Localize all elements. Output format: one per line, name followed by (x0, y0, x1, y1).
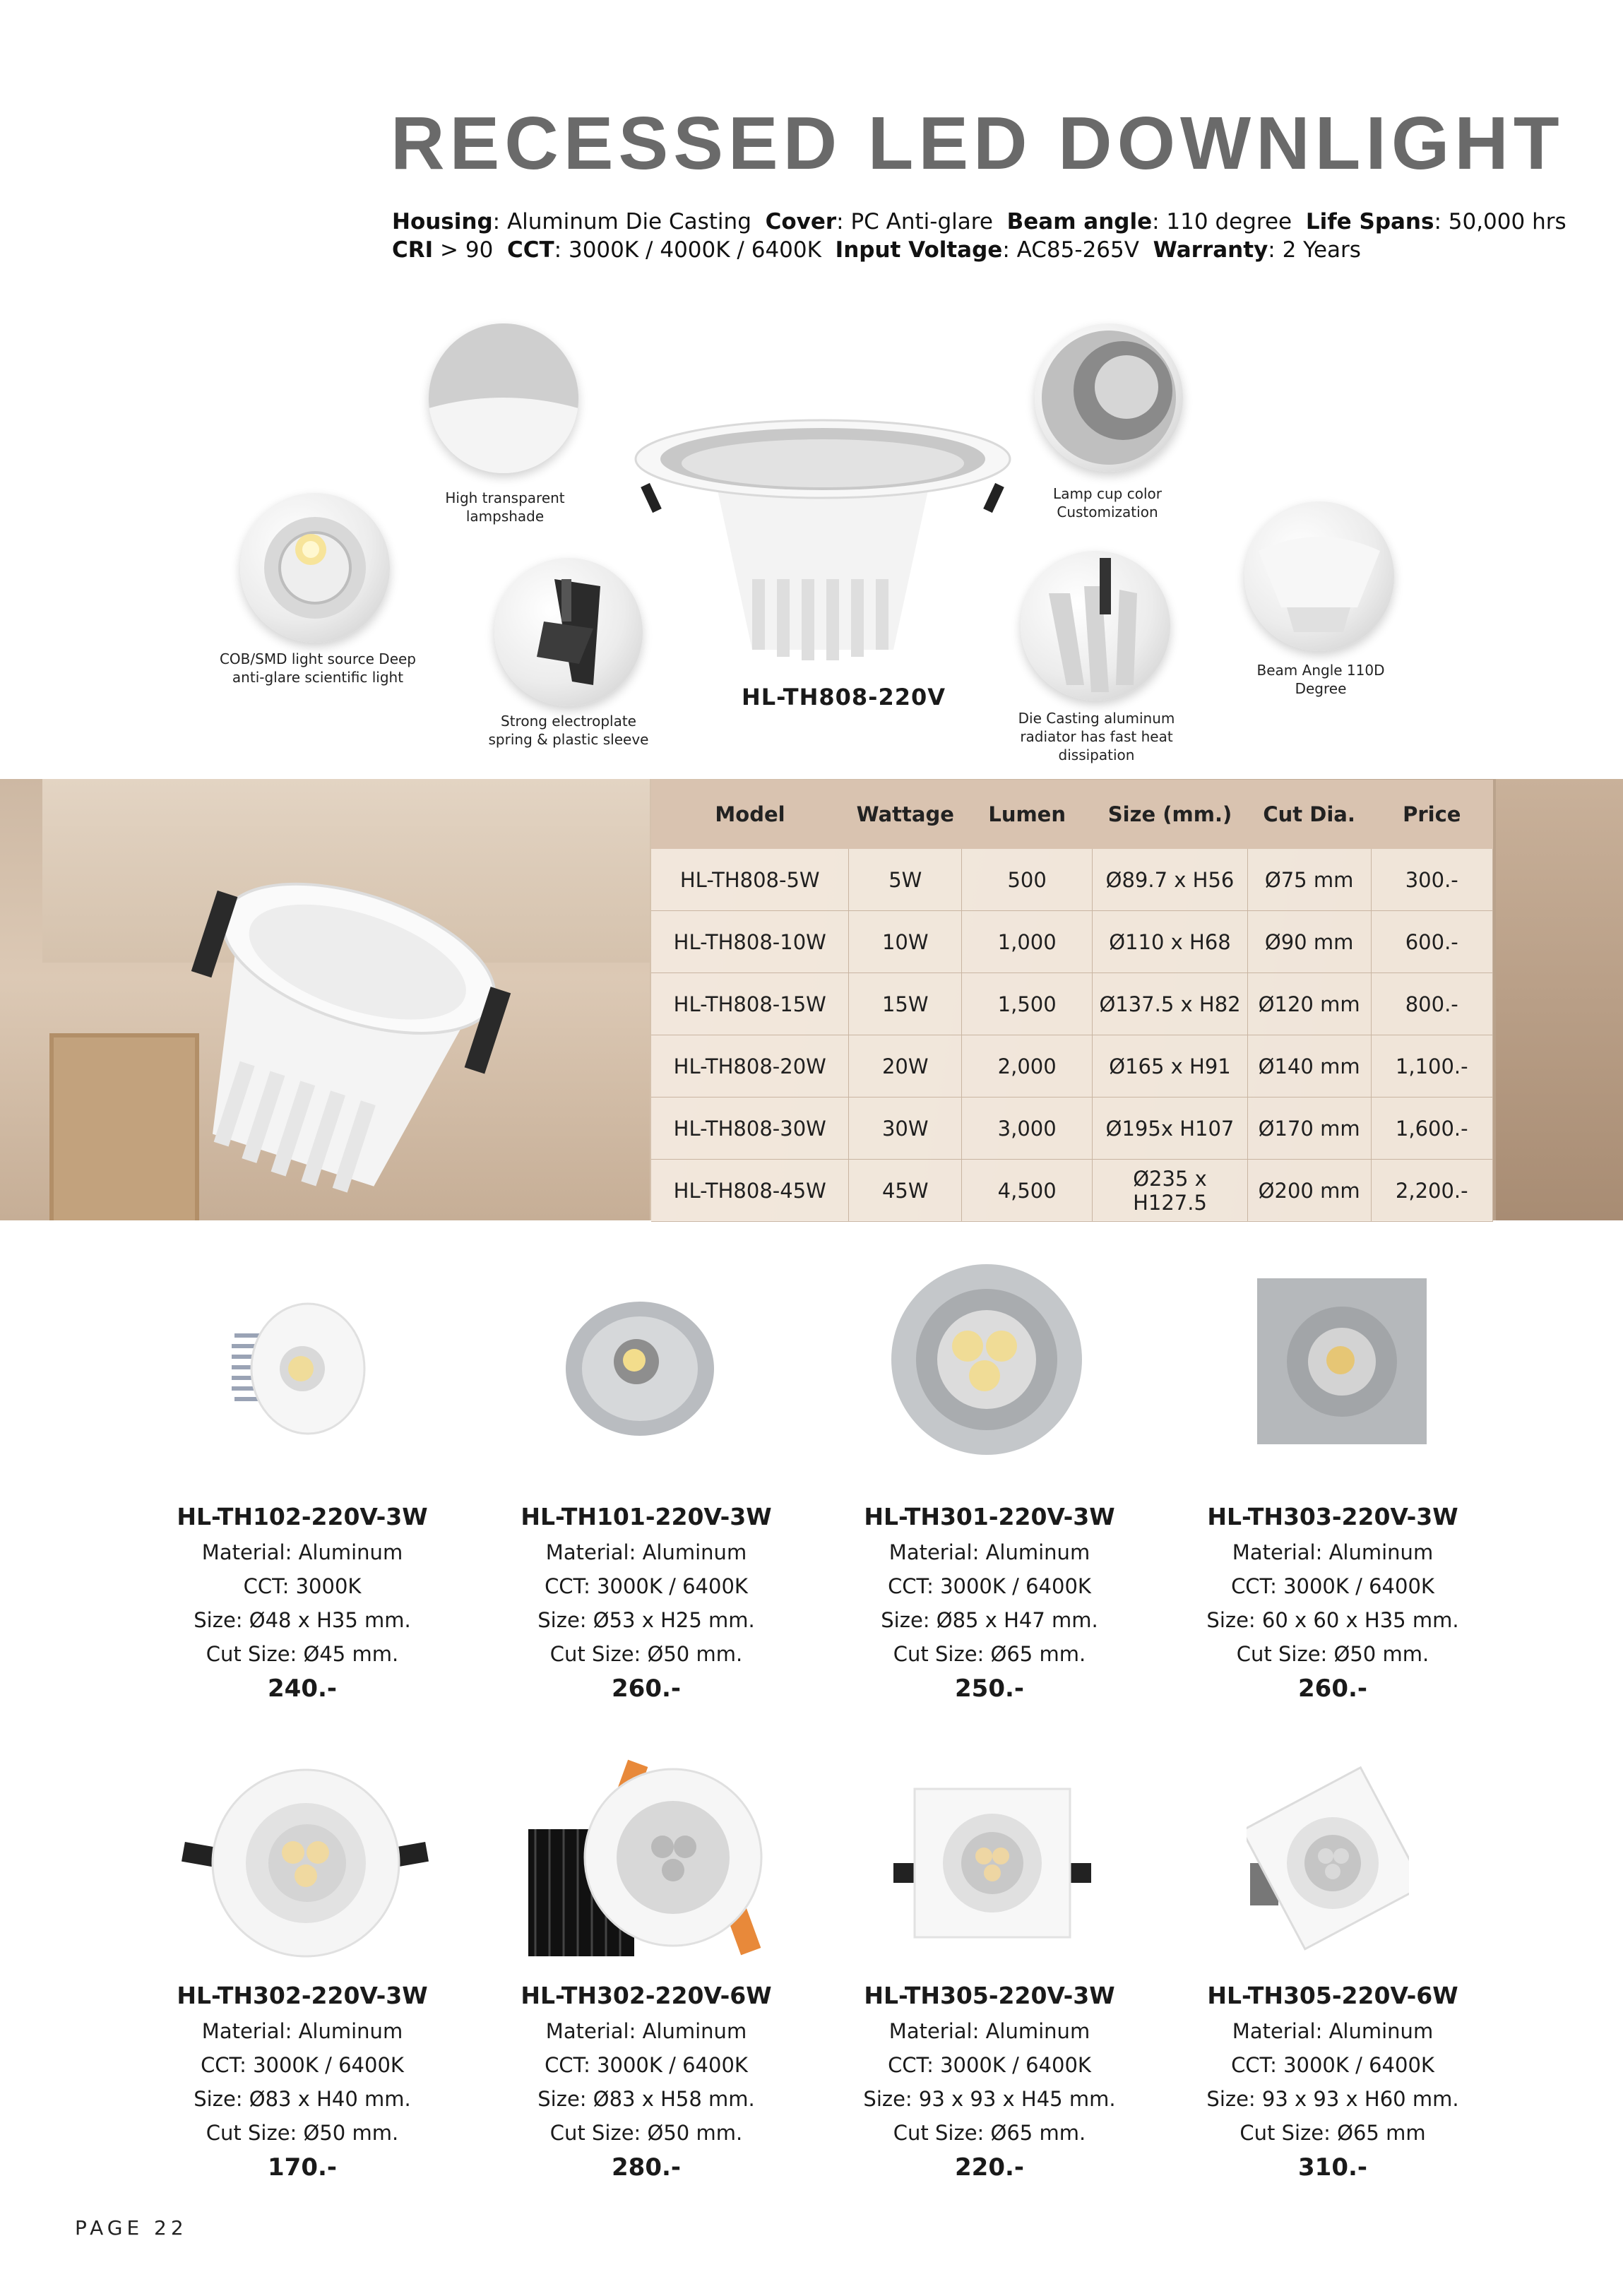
table-row (651, 973, 1493, 1035)
spec-key: Input Voltage (835, 237, 1003, 263)
cob-led-icon (240, 493, 390, 643)
product-image-th102 (225, 1291, 373, 1446)
product-price: 170.- (268, 2153, 337, 2182)
product-material: Material: Aluminum (1232, 2019, 1434, 2043)
product-cct: CCT: 3000K / 6400K (201, 2053, 404, 2077)
cell-cut-dia: Ø200 mm (1247, 1160, 1371, 1222)
product-price: 250.- (955, 1675, 1024, 1703)
cell-wattage: 45W (849, 1160, 962, 1222)
product-card (820, 1982, 1159, 2185)
cell-price: 2,200.- (1371, 1160, 1492, 1222)
spring-detail-image (494, 558, 643, 706)
table-row (651, 1035, 1493, 1098)
col-header-model: Model (651, 780, 849, 849)
cell-wattage: 15W (849, 973, 962, 1035)
table-row (651, 1160, 1493, 1222)
product-card (133, 1503, 472, 1706)
spec-key: Housing (392, 209, 493, 234)
spec-value: : Aluminum Die Casting (492, 209, 751, 234)
spec-line-2 (392, 237, 1361, 263)
product-cct: CCT: 3000K / 6400K (1231, 2053, 1434, 2077)
cell-model: HL-TH808-30W (651, 1098, 849, 1160)
radiator-fins-icon (1021, 551, 1170, 701)
downlight-icon (632, 403, 1013, 671)
product-price: 310.- (1298, 2153, 1367, 2182)
spec-value: > 90 (440, 237, 494, 263)
cell-size: Ø89.7 x H56 (1093, 849, 1247, 911)
spec-key: CCT (507, 237, 554, 263)
product-card (477, 1982, 816, 2185)
product-image-th303 (1250, 1264, 1434, 1455)
cell-cut-dia: Ø140 mm (1247, 1035, 1371, 1098)
col-header-size: Size (mm.) (1093, 780, 1247, 849)
page-title: RECESSED LED DOWNLIGHT (391, 102, 1564, 185)
table-row (651, 1098, 1493, 1160)
product-size: Size: Ø48 x H35 mm. (194, 1608, 411, 1632)
product-material: Material: Aluminum (888, 1540, 1090, 1564)
spring-label: Strong electroplate spring & plastic sleeve (488, 713, 649, 748)
cell-price: 800.- (1371, 973, 1492, 1035)
spec-key: Cover (765, 209, 837, 234)
cell-lumen: 1,000 (962, 911, 1093, 973)
spec-value: : 110 degree (1152, 209, 1292, 234)
cell-lumen: 1,500 (962, 973, 1093, 1035)
radiator-label: Die Casting aluminum radiator has fast heat dissipation (1018, 710, 1175, 763)
product-price: 260.- (1298, 1675, 1367, 1703)
spec-value: : PC Anti-glare (836, 209, 993, 234)
product-image-th305-6w (1247, 1757, 1409, 1962)
product-name: HL-TH305-220V-6W (1207, 1982, 1458, 2009)
cell-cut-dia: Ø75 mm (1247, 849, 1371, 911)
cell-size: Ø235 x H127.5 (1093, 1160, 1247, 1222)
product-size: Size: Ø53 x H25 mm. (537, 1608, 755, 1632)
cell-wattage: 30W (849, 1098, 962, 1160)
product-cut-size: Cut Size: Ø50 mm. (549, 1642, 743, 1666)
col-header-lumen: Lumen (962, 780, 1093, 849)
spec-value: : AC85-265V (1002, 237, 1139, 263)
cell-cut-dia: Ø120 mm (1247, 973, 1371, 1035)
beam-angle-label: Beam Angle 110D Degree (1256, 662, 1385, 697)
product-cut-size: Cut Size: Ø65 mm. (893, 2121, 1086, 2145)
cell-price: 600.- (1371, 911, 1492, 973)
product-cut-size: Cut Size: Ø50 mm. (206, 2121, 399, 2145)
product-cct: CCT: 3000K / 6400K (888, 1574, 1091, 1598)
spring-clip-icon (494, 558, 643, 706)
product-price: 280.- (612, 2153, 681, 2182)
spec-table (651, 780, 1493, 1222)
product-name: HL-TH101-220V-3W (521, 1503, 772, 1530)
product-name: HL-TH303-220V-3W (1207, 1503, 1458, 1530)
product-image-th302-6w (528, 1759, 768, 1970)
product-cut-size: Cut Size: Ø65 mm (1239, 2121, 1426, 2145)
cell-price: 1,100.- (1371, 1035, 1492, 1098)
product-material: Material: Aluminum (545, 2019, 747, 2043)
product-cut-size: Cut Size: Ø50 mm. (1236, 1642, 1429, 1666)
cell-cut-dia: Ø90 mm (1247, 911, 1371, 973)
lampshade-label: High transparent lampshade (445, 489, 565, 525)
product-cct: CCT: 3000K (243, 1574, 362, 1598)
main-downlight-image (632, 403, 1013, 671)
page-number: PAGE 22 (75, 2216, 188, 2240)
cell-lumen: 3,000 (962, 1098, 1093, 1160)
col-header-wattage: Wattage (849, 780, 962, 849)
cell-price: 300.- (1371, 849, 1492, 911)
product-card (1163, 1503, 1502, 1706)
cell-size: Ø110 x H68 (1093, 911, 1247, 973)
product-name: HL-TH102-220V-3W (177, 1503, 428, 1530)
light-source-label: COB/SMD light source Deep anti-glare scientific light (219, 650, 417, 686)
spec-value: : 2 Years (1268, 237, 1361, 263)
product-card (820, 1503, 1159, 1706)
product-material: Material: Aluminum (888, 2019, 1090, 2043)
product-cut-size: Cut Size: Ø45 mm. (206, 1642, 399, 1666)
cell-wattage: 10W (849, 911, 962, 973)
product-name: HL-TH305-220V-3W (864, 1982, 1115, 2009)
cell-lumen: 4,500 (962, 1160, 1093, 1222)
spec-value: : 50,000 hrs (1434, 209, 1566, 234)
product-price: 240.- (268, 1675, 337, 1703)
cell-cut-dia: Ø170 mm (1247, 1098, 1371, 1160)
product-name: HL-TH301-220V-3W (864, 1503, 1115, 1530)
cell-model: HL-TH808-5W (651, 849, 849, 911)
cell-model: HL-TH808-20W (651, 1035, 849, 1098)
spec-key: Beam angle (1006, 209, 1153, 234)
banner-downlight-icon (141, 835, 537, 1203)
product-size: Size: 93 x 93 x H60 mm. (1206, 2087, 1459, 2111)
lamp-cup-detail-image (1035, 323, 1183, 472)
cell-size: Ø195x H107 (1093, 1098, 1247, 1160)
product-image-th302-3w (180, 1764, 431, 1962)
light-source-detail-image (240, 493, 390, 643)
product-size: Size: 93 x 93 x H45 mm. (863, 2087, 1116, 2111)
spec-key: CRI (392, 237, 434, 263)
product-material: Material: Aluminum (1232, 1540, 1434, 1564)
spec-key: Warranty (1153, 237, 1268, 263)
cell-size: Ø165 x H91 (1093, 1035, 1247, 1098)
spec-key: Life Spans (1305, 209, 1434, 234)
beam-angle-icon (1244, 501, 1394, 651)
cell-lumen: 2,000 (962, 1035, 1093, 1098)
product-cut-size: Cut Size: Ø65 mm. (893, 1642, 1086, 1666)
spec-line-1 (392, 209, 1566, 234)
product-material: Material: Aluminum (201, 2019, 403, 2043)
product-price: 260.- (612, 1675, 681, 1703)
product-name: HL-TH302-220V-6W (521, 1982, 772, 2009)
product-material: Material: Aluminum (545, 1540, 747, 1564)
product-card (1163, 1982, 1502, 2185)
product-size: Size: Ø83 x H40 mm. (194, 2087, 411, 2111)
cell-size: Ø137.5 x H82 (1093, 973, 1247, 1035)
lampshade-detail-image (429, 323, 578, 473)
product-image-th305-3w (893, 1785, 1091, 1941)
table-row (651, 911, 1493, 973)
cell-model: HL-TH808-10W (651, 911, 849, 973)
product-material: Material: Aluminum (201, 1540, 403, 1564)
product-cct: CCT: 3000K / 6400K (545, 2053, 748, 2077)
cell-wattage: 5W (849, 849, 962, 911)
product-image-th101 (555, 1291, 725, 1446)
spec-value: : 3000K / 4000K / 6400K (554, 237, 821, 263)
product-card (133, 1982, 472, 2185)
lamp-cup-icon (1035, 323, 1183, 472)
lampshade-icon (429, 323, 578, 473)
radiator-detail-image (1021, 551, 1170, 701)
table-row (651, 849, 1493, 911)
table-header-row (651, 780, 1493, 849)
product-size: Size: Ø85 x H47 mm. (881, 1608, 1098, 1632)
product-card (477, 1503, 816, 1706)
cell-price: 1,600.- (1371, 1098, 1492, 1160)
product-cct: CCT: 3000K / 6400K (1231, 1574, 1434, 1598)
cell-model: HL-TH808-15W (651, 973, 849, 1035)
product-cut-size: Cut Size: Ø50 mm. (549, 2121, 743, 2145)
cell-model: HL-TH808-45W (651, 1160, 849, 1222)
product-name: HL-TH302-220V-3W (177, 1982, 428, 2009)
product-cct: CCT: 3000K / 6400K (545, 1574, 748, 1598)
col-header-price: Price (1371, 780, 1492, 849)
beam-angle-detail-image (1244, 501, 1394, 651)
col-header-cut-dia: Cut Dia. (1247, 780, 1371, 849)
product-price: 220.- (955, 2153, 1024, 2182)
product-image-th301 (890, 1263, 1084, 1457)
lamp-cup-label: Lamp cup color Customization (1053, 485, 1162, 521)
cell-lumen: 500 (962, 849, 1093, 911)
main-model-label: HL-TH808-220V (742, 684, 946, 710)
product-size: Size: 60 x 60 x H35 mm. (1206, 1608, 1459, 1632)
cell-wattage: 20W (849, 1035, 962, 1098)
product-size: Size: Ø83 x H58 mm. (537, 2087, 755, 2111)
product-cct: CCT: 3000K / 6400K (888, 2053, 1091, 2077)
